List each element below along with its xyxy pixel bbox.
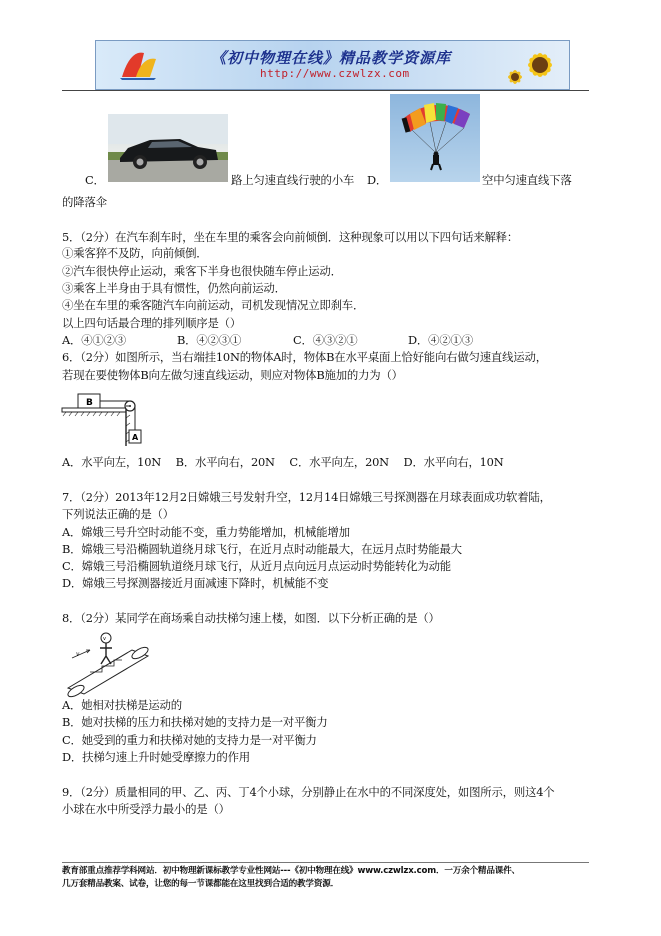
q4-option-c-text: 路上匀速直线行驶的小车 — [231, 173, 355, 187]
q8-option-c[interactable]: C．她受到的重力和扶梯对她的支持力是一对平衡力 — [62, 733, 317, 747]
q6-stem-line2: 若现在要使物体B向左做匀速直线运动，则应对物体B施加的力为（） — [62, 368, 403, 382]
q7-option-a[interactable]: A．嫦娥三号升空时动能不变，重力势能增加，机械能增加 — [62, 525, 350, 539]
q5-statement-1: ①乘客猝不及防，向前倾倒． — [62, 246, 208, 260]
q7-stem-line1: 7．（2分）2013年12月2日嫦娥三号发射升空，12月14日嫦娥三号探测器在月球表面成功软着陆， — [62, 490, 551, 504]
q7-option-b[interactable]: B．嫦娥三号沿椭圆轨道绕月球飞行，在近月点时动能最大，在远月点时势能最大 — [62, 542, 462, 556]
q6-pulley-diagram — [60, 390, 160, 450]
car-photo — [108, 114, 228, 182]
q6-options[interactable]: A．水平向左，10N B．水平向右，20N C．水平向左，20N D．水平向右，10N — [62, 455, 504, 469]
q5-statement-3: ③乘客上半身由于具有惯性，仍然向前运动． — [62, 281, 286, 295]
sunflower-icon — [506, 43, 568, 89]
q8-option-d[interactable]: D．扶梯匀速上升时她受摩擦力的作用 — [62, 750, 250, 764]
q7-option-c[interactable]: C．嫦娥三号沿椭圆轨道绕月球飞行，从近月点向远月点运动时势能转化为动能 — [62, 559, 451, 573]
header-banner — [95, 40, 570, 90]
svg-text:v: v — [76, 651, 80, 658]
q8-option-a[interactable]: A．她相对扶梯是运动的 — [62, 698, 182, 712]
q5-ask: 以上四句话最合理的排列顺序是（） — [62, 316, 242, 330]
header-title: 《初中物理在线》精品教学资源库 — [211, 49, 452, 67]
q5-statement-4: ④坐在车里的乘客随汽车向前运动，司机发现情况立即刹车． — [62, 298, 365, 312]
footer-line2: 几万套精品教案、试卷，让您的每一节课都能在这里找到合适的教学资源． — [62, 879, 339, 889]
q8-stem: 8．（2分）某同学在商场乘自动扶梯匀速上楼，如图．以下分析正确的是（） — [62, 611, 440, 625]
parachute-photo — [390, 94, 480, 182]
q8-escalator-diagram — [62, 628, 154, 694]
q5-option-b[interactable]: B．④②③① — [177, 333, 242, 347]
q5-stem: 5．（2分）在汽车刹车时，坐在车里的乘客会向前倾倒．这种现象可以用以下四句话来解释： — [62, 230, 519, 244]
q5-option-c[interactable]: C．④③②① — [293, 333, 358, 347]
header-divider — [62, 90, 589, 91]
svg-text:v: v — [103, 636, 106, 642]
footer-divider — [62, 862, 589, 863]
q4-option-c-label: C． — [85, 173, 105, 187]
footer-line1: 教育部重点推荐学科网站．初中物理新课标教学专业性网站---《初中物理在线》www.czwlzx.com．一万余个精品课件、 — [62, 866, 520, 876]
q5-statement-2: ②汽车很快停止运动，乘客下半身也很快随车停止运动． — [62, 264, 342, 278]
q6-label-b: B — [86, 398, 93, 408]
q9-stem-line2: 小球在水中所受浮力最小的是（） — [62, 802, 230, 816]
q8-option-b[interactable]: B．她对扶梯的压力和扶梯对她的支持力是一对平衡力 — [62, 715, 328, 729]
q6-stem-line1: 6．（2分）如图所示，当右端挂10N的物体A时，物体B在水平桌面上恰好能向右做匀速直线运动， — [62, 350, 547, 364]
q5-option-a[interactable]: A．④①②③ — [62, 333, 126, 347]
q7-option-d[interactable]: D．嫦娥三号探测器接近月面减速下降时，机械能不变 — [62, 576, 329, 590]
q9-stem-line1: 9．（2分）质量相同的甲、乙、丙、丁4个小球，分别静止在水中的不同深度处，如图所示，则这4个 — [62, 785, 555, 799]
header-url[interactable]: http://www.czwlzx.com — [260, 67, 410, 80]
q4-option-d-label: D． — [367, 173, 388, 187]
q4-option-d-text: 空中匀速直线下落 — [482, 173, 572, 187]
q7-stem-line2: 下列说法正确的是（） — [62, 507, 174, 521]
q5-option-d[interactable]: D．④②①③ — [408, 333, 473, 347]
q6-label-a: A — [132, 433, 139, 442]
q4-option-d-text-cont: 的降落伞 — [62, 195, 107, 209]
site-logo-icon — [118, 47, 158, 81]
